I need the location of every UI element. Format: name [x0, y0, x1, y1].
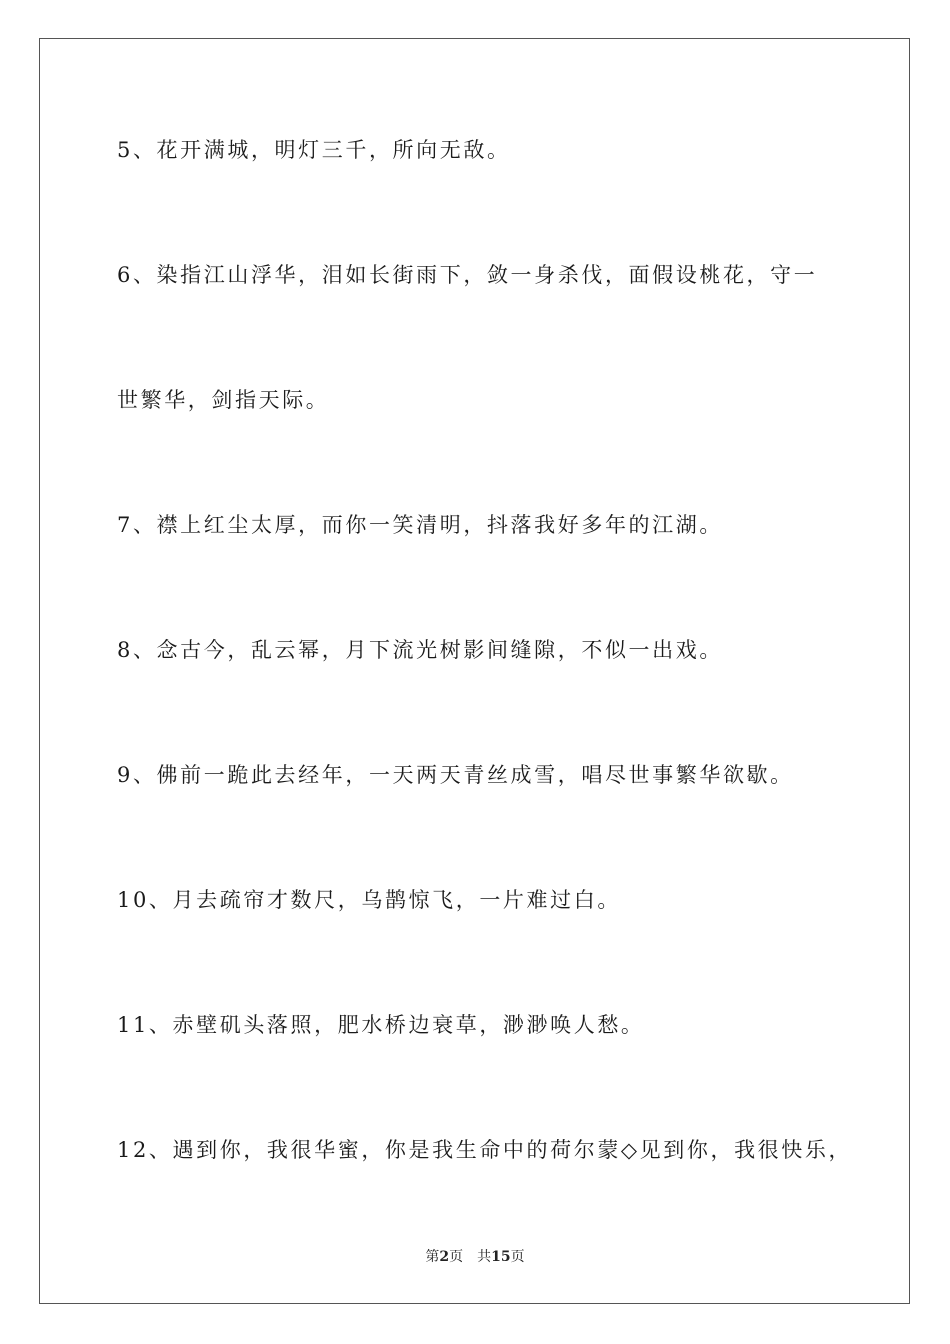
- total-suffix: 页: [510, 1249, 525, 1265]
- text-line: 世繁华，剑指天际。: [117, 388, 330, 412]
- text-line: 9、佛前一跪此去经年，一天两天青丝成雪，唱尽世事繁华欲歇。: [117, 763, 794, 787]
- text-line: 5、花开满城，明灯三千，所向无敌。: [117, 138, 511, 162]
- page-number: 2: [439, 1249, 450, 1265]
- page-suffix: 页: [449, 1249, 464, 1265]
- text-line: 10、月去疏帘才数尺，乌鹊惊飞，一片难过白。: [117, 888, 621, 912]
- page-border: [39, 38, 910, 1304]
- page-footer: [0, 1248, 950, 1266]
- text-line: 12、遇到你，我很华蜜，你是我生命中的荷尔蒙◇见到你，我很快乐，: [117, 1138, 853, 1162]
- text-line: 8、念古今，乱云幂，月下流光树影间缝隙，不似一出戏。: [117, 638, 723, 662]
- total-pages: 15: [491, 1249, 511, 1265]
- total-prefix: 共: [477, 1249, 492, 1265]
- page-prefix: 第: [425, 1249, 440, 1265]
- text-line: 7、襟上红尘太厚，而你一笑清明，抖落我好多年的江湖。: [117, 513, 723, 537]
- text-line: 11、赤壁矶头落照，肥水桥边衰草，渺渺唤人愁。: [117, 1013, 645, 1037]
- text-line: 6、染指江山浮华，泪如长街雨下，敛一身杀伐，面假设桃花，守一: [117, 263, 818, 287]
